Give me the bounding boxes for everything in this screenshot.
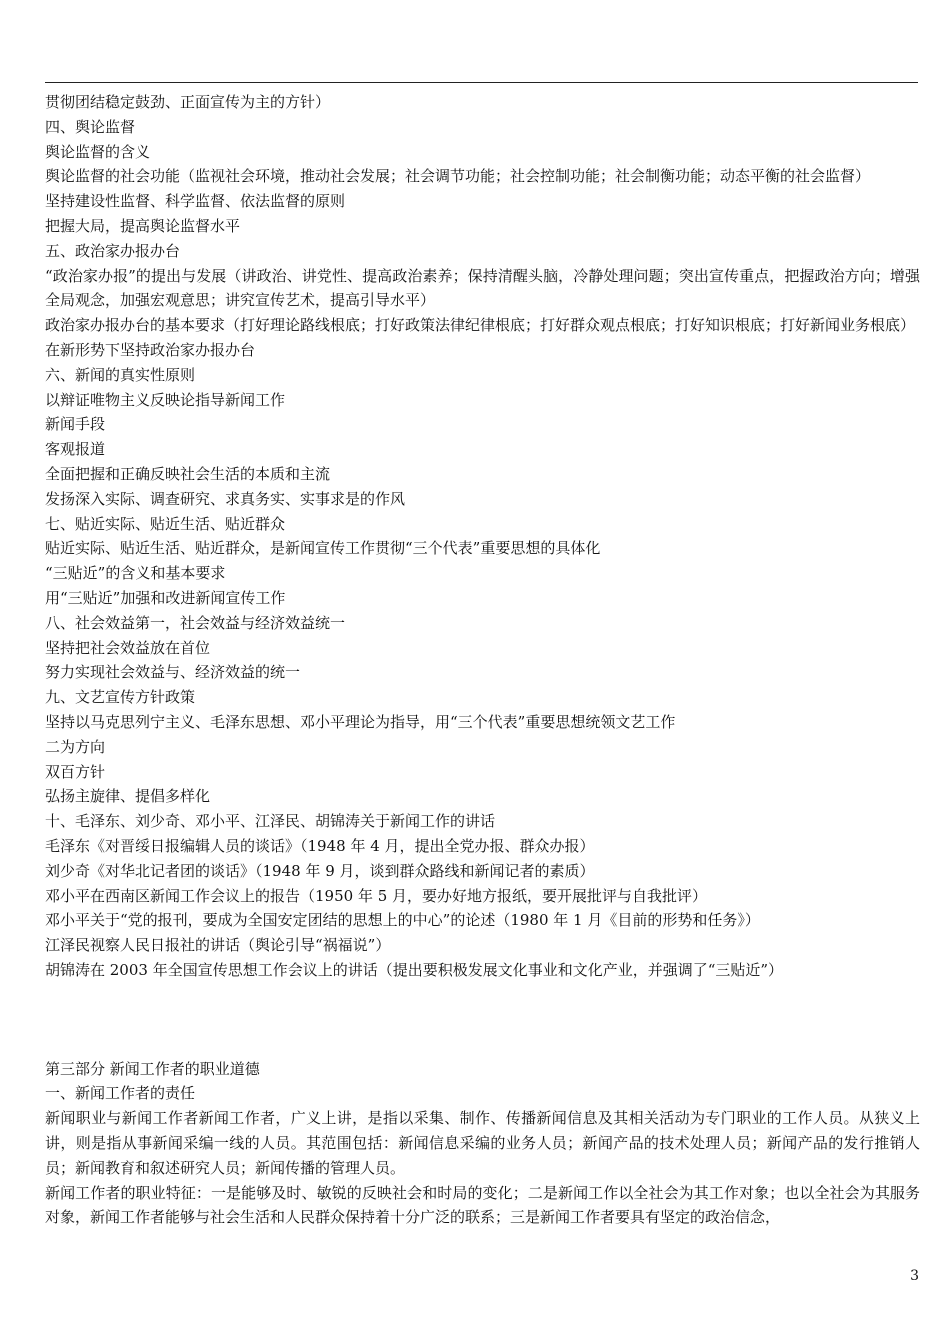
text-line: 江泽民视察人民日报社的讲话（舆论引导“祸福说”）	[45, 936, 391, 955]
text-line: 把握大局，提高舆论监督水平	[45, 216, 241, 235]
text-line: 八、社会效益第一，社会效益与经济效益统一	[45, 613, 346, 632]
paragraph-journalist-definition: 新闻职业与新闻工作者新闻工作者，广义上讲，是指以采集、制作、传播新闻信息及其相关活动为专门职业的工作人员。从狭义上讲，则是指从事新闻采编一线的人员。其范围包括：新闻信息采编的业务人员；新闻产品的技术处理人员；新闻产品的发行推销人员；新闻教育和叙述研究人员；新闻传播的管理人员。	[45, 1109, 920, 1177]
text-line: 客观报道	[45, 440, 106, 459]
page-number: 3	[910, 1268, 919, 1284]
text-line: 新闻手段	[45, 415, 106, 434]
text-line: 毛泽东《对晋绥日报编辑人员的谈话》（1948 年 4 月，提出全党办报、群众办报）	[45, 836, 595, 855]
text-line: 坚持把社会效益放在首位	[45, 638, 211, 657]
header-rule	[45, 82, 918, 83]
text-line: 舆论监督的含义	[45, 142, 151, 161]
text-line: 十、毛泽东、刘少奇、邓小平、江泽民、胡锦涛关于新闻工作的讲话	[45, 812, 496, 831]
section-middle	[45, 338, 920, 983]
text-line: 舆论监督的社会功能（监视社会环境，推动社会发展；社会调节功能；社会控制功能；社会制衡功能；动态平衡的社会监督）	[45, 167, 871, 186]
section-part-three	[45, 1057, 920, 1107]
text-line: 二为方向	[45, 737, 106, 756]
text-line: 胡锦涛在 2003 年全国宣传思想工作会议上的讲话（提出要积极发展文化事业和文化产业，并强调了“三贴近”）	[45, 960, 784, 979]
text-line: “三贴近”的含义和基本要求	[45, 564, 226, 583]
paragraph-basic-requirements: 政治家办报办台的基本要求（打好理论路线根底；打好政策法律纪律根底；打好群众观点根底；打好知识根底；打好新闻业务根底）	[45, 316, 916, 335]
text-line: 邓小平在西南区新闻工作会议上的报告（1950 年 5 月，要办好地方报纸，要开展批评与自我批评）	[45, 886, 708, 905]
text-line: 弘扬主旋律、提倡多样化	[45, 787, 211, 806]
paragraph-politician-newspaper: “政治家办报”的提出与发展（讲政治、讲党性、提高政治素养；保持清醒头脑，冷静处理问题；突出宣传重点，把握政治方向；增强全局观念，加强宏观意思；讲究宣传艺术，提高引导水平）	[45, 266, 920, 310]
text-line: 邓小平关于“党的报刊，要成为全国安定团结的思想上的中心”的论述（1980 年 1 月《目前的形势和任务》）	[45, 911, 760, 930]
text-line: 七、贴近实际、贴近生活、贴近群众	[45, 514, 286, 533]
text-line: 双百方针	[45, 762, 106, 781]
text-line: 四、舆论监督	[45, 117, 136, 136]
text-line: 努力实现社会效益与、经济效益的统一	[45, 663, 301, 682]
text-line: 以辩证唯物主义反映论指导新闻工作	[45, 390, 286, 409]
text-line: 五、政治家办报办台	[45, 241, 181, 260]
text-line: 贴近实际、贴近生活、贴近群众，是新闻宣传工作贯彻“三个代表”重要思想的具体化	[45, 539, 601, 558]
text-line: 发扬深入实际、调查研究、求真务实、实事求是的作风	[45, 489, 406, 508]
text-line: 全面把握和正确反映社会生活的本质和主流	[45, 464, 331, 483]
text-line: 坚持建设性监督、科学监督、依法监督的原则	[45, 192, 346, 211]
text-line: 坚持以马克思列宁主义、毛泽东思想、邓小平理论为指导，用“三个代表”重要思想统领文艺工作	[45, 712, 676, 731]
section-top	[45, 90, 920, 264]
text-line: 六、新闻的真实性原则	[45, 365, 196, 384]
text-line: 第三部分 新闻工作者的职业道德	[45, 1059, 260, 1078]
text-line: 刘少奇《对华北记者团的谈话》（1948 年 9 月，谈到群众路线和新闻记者的素质）	[45, 861, 595, 880]
document-body	[45, 90, 920, 1230]
paragraph-journalist-features: 新闻工作者的职业特征：一是能够及时、敏锐的反映社会和时局的变化；二是新闻工作以全社会为其工作对象；也以全社会为其服务对象，新闻工作者能够与社会生活和人民群众保持着十分广泛的联系；三是新闻工作者要具有坚定的政治信念，	[45, 1183, 920, 1227]
section-gap	[45, 983, 920, 1057]
text-line: 九、文艺宣传方针政策	[45, 688, 196, 707]
text-line: 在新形势下坚持政治家办报办台	[45, 340, 256, 359]
text-line: 用“三贴近”加强和改进新闻宣传工作	[45, 588, 286, 607]
text-line: 贯彻团结稳定鼓劲、正面宣传为主的方针）	[45, 93, 331, 111]
text-line: 一、新闻工作者的责任	[45, 1084, 196, 1103]
